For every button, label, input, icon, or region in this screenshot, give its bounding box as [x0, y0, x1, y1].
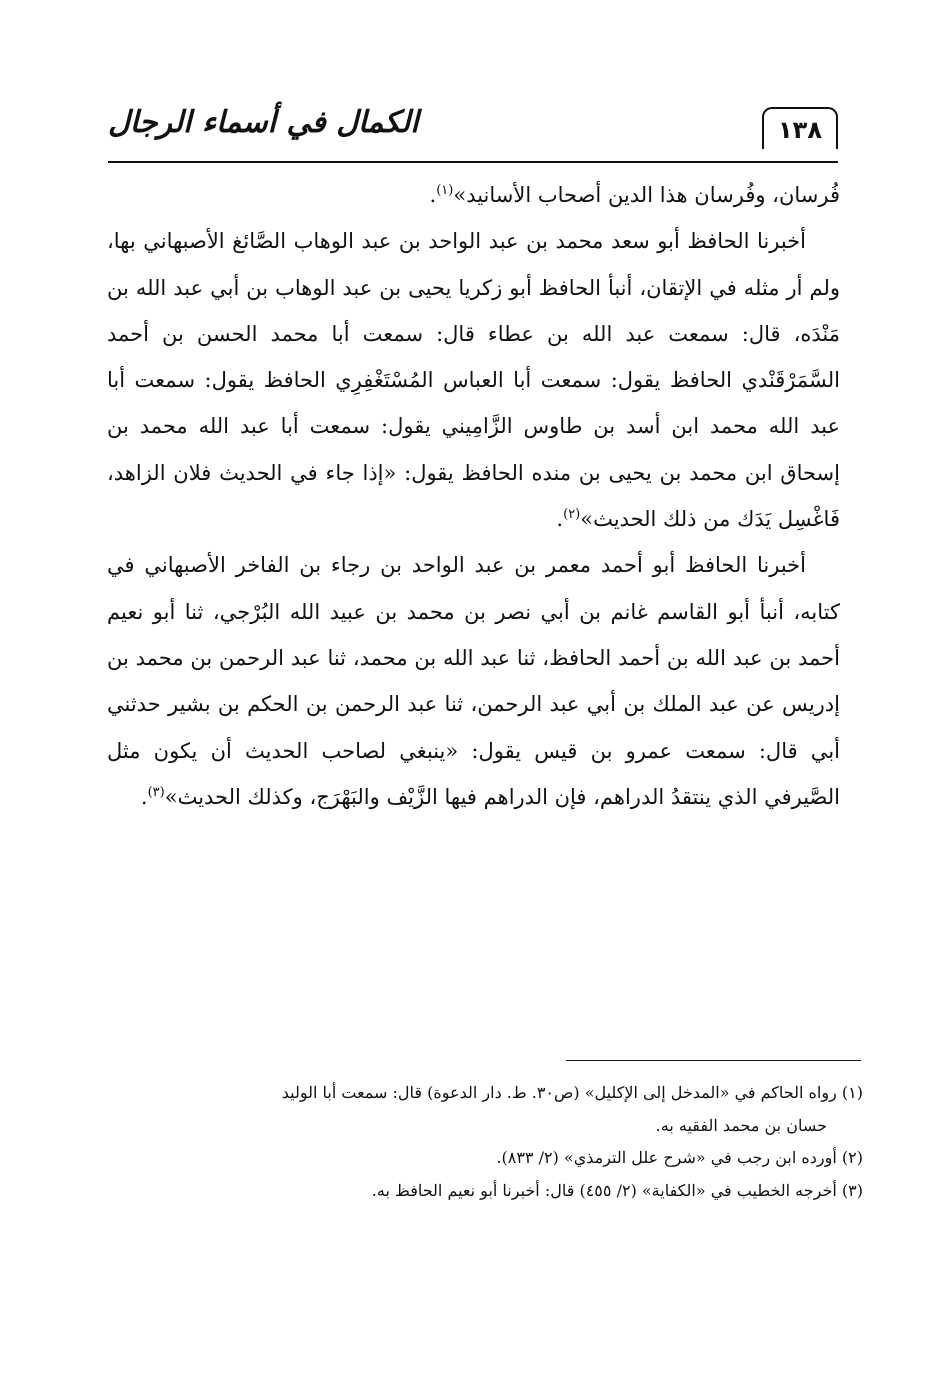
- paragraph-text: أخبرنا الحافظ أبو أحمد معمر بن عبد الواحد بن رجاء بن الفاخر الأصبهاني في كتابه، أنبأ أبو القاسم غانم بن أبي نصر بن محمد بن عبيد الله البُرْجي، ثنا أبو نعيم أحمد بن عبد الله بن أحمد الحافظ، ثنا عبد الله بن محمد، ثنا عبد الرحمن بن محمد بن إدريس عن عبد الملك بن أبي عبد الرحمن، ثنا عبد الرحمن بن الحكم بن بشير حدثني أبي قال: سمعت عمرو بن قيس يقول: «ينبغي لصاحب الحديث أن يكون مثل الصَّيرفي الذي ينتقدُ الدراهم، فإن الدراهم فيها الزَّيْف والبَهْرَج، وكذلك الحديث»: [107, 553, 840, 809]
- paragraph: [107, 542, 840, 820]
- footnotes: [107, 1077, 863, 1207]
- footnote-text: أورده ابن رجب في «شرح علل الترمذي» (٢/ ٨٣٣).: [496, 1148, 837, 1167]
- main-text: [107, 172, 840, 820]
- paragraph-text: فُرسان، وفُرسان هذا الدين أصحاب الأسانيد»: [453, 183, 840, 207]
- footnote-continuation: حسان بن محمد الفقيه به.: [655, 1115, 827, 1135]
- footnote-reference: (٣): [147, 784, 165, 800]
- footnote-reference: (١): [436, 183, 454, 198]
- footnote: [107, 1175, 863, 1208]
- paragraph-end: .: [140, 784, 148, 809]
- footnote: [107, 1077, 863, 1142]
- footnote-text: رواه الحاكم في «المدخل إلى الإكليل» (ص٣٠. ط. دار الدعوة) قال: سمعت أبا الوليد: [281, 1083, 837, 1102]
- paragraph-text: أخبرنا الحافظ أبو سعد محمد بن عبد الواحد بن عبد الوهاب الصَّائغ الأصبهاني بها، ولم أر مثله في الإتقان، أنبأ الحافظ أبو زكريا يحيى بن عبد الوهاب بن أبي عبد الله بن مَنْدَه، قال: سمعت عبد الله بن عطاء قال: سمعت أبا محمد الحسن بن أحمد السَّمَرْقَنْدي الحافظ يقول: سمعت أبا العباس المُسْتَغْفِرِي الحافظ يقول: سمعت أبا عبد الله محمد ابن أسد بن طاوس الزَّامِيني يقول: سمعت أبا عبد الله محمد بن إسحاق ابن محمد بن يحيى بن منده الحافظ يقول: «إذا جاء في الحديث فلان الزاهد، فَاغْسِل يَدَك من ذلك الحديث»: [107, 229, 840, 532]
- page-number: ١٣٨: [762, 107, 838, 149]
- paragraph-end: .: [429, 183, 437, 207]
- footnote-separator: [566, 1060, 861, 1061]
- footnote-reference: (٢): [563, 507, 581, 523]
- footnote-label: (٣): [841, 1180, 863, 1200]
- footnote-text: أخرجه الخطيب في «الكفاية» (٢/ ٤٥٥) قال: أخبرنا أبو نعيم الحافظ به.: [371, 1180, 837, 1200]
- paragraph: [107, 172, 840, 218]
- header-rule: [108, 161, 838, 163]
- footnote: [107, 1142, 863, 1175]
- paragraph-end: .: [556, 507, 564, 532]
- book-title: الكمال في أسماء الرجال: [108, 105, 419, 140]
- paragraph: [107, 218, 840, 542]
- footnote-label: (٢): [841, 1148, 863, 1167]
- page-header: [108, 103, 838, 163]
- footnote-label: (١): [841, 1083, 863, 1102]
